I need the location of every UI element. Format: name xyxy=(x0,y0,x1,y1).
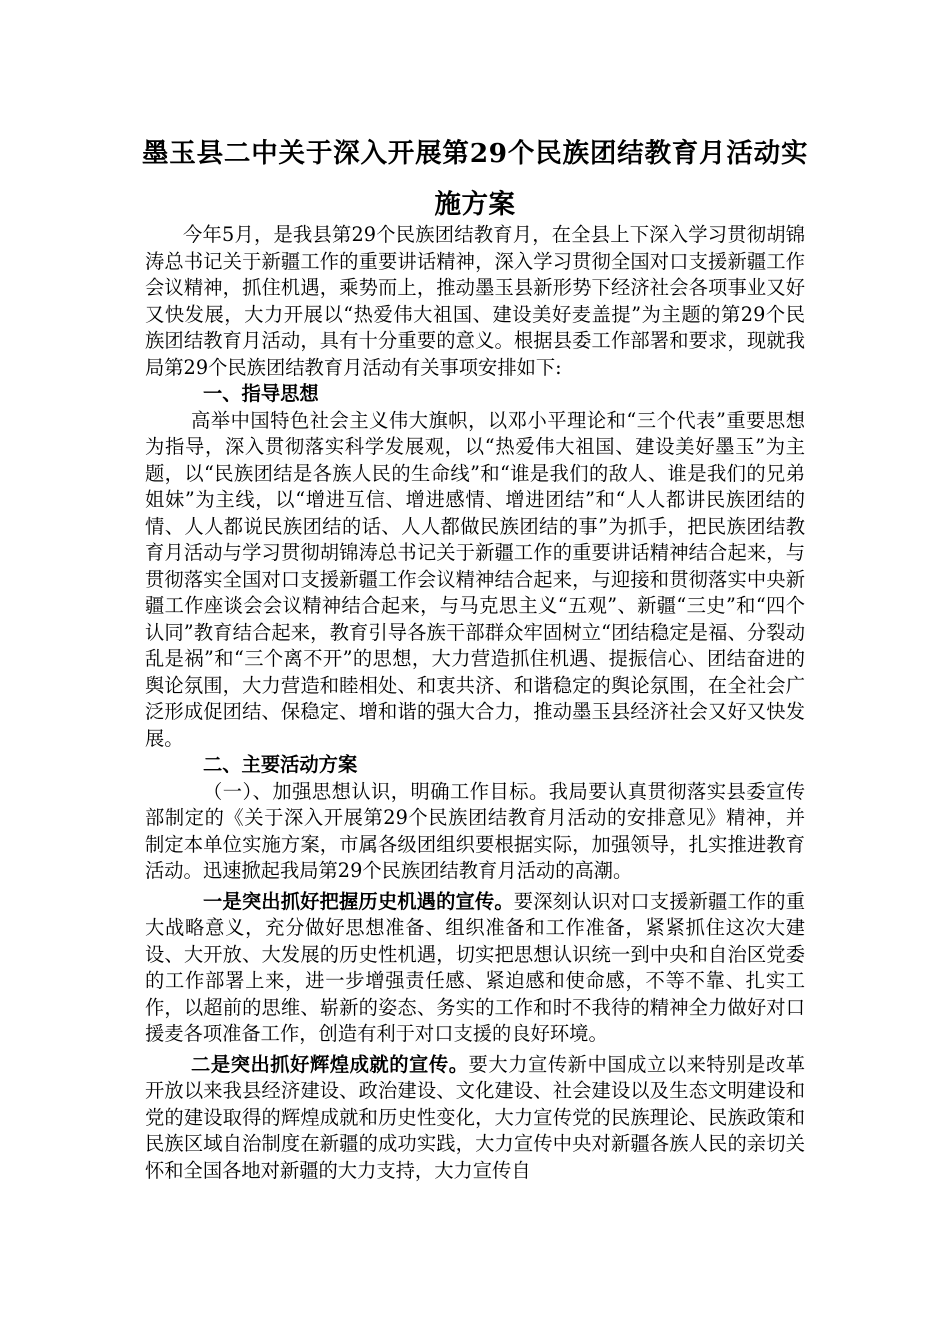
document-title: 墨玉县二中关于深入开展第29个民族团结教育月活动实施方案 xyxy=(142,138,808,220)
section-heading-activity-plan: 二、主要活动方案 xyxy=(203,753,358,776)
key-point-lead: 一是突出抓好把握历史机遇的宣传。 xyxy=(203,889,514,913)
document-body xyxy=(145,222,805,1184)
intro-paragraph: 今年5月，是我县第29个民族团结教育月，在全县上下深入学习贯彻胡锦涛总书记关于新疆工作的重要讲话精神，深入学习贯彻全国对口支援新疆工作会议精神，抓住机遇，乘势而上，推动墨玉县新形势下经济社会各项事业又好又快发展，大力开展以“热爱伟大祖国、建设美好麦盖提”为主题的第29个民族团结教育月活动，具有十分重要的意义。根据县委工作部署和要求，现就我局第29个民族团结教育月活动有关事项安排如下: xyxy=(145,223,805,379)
section-heading-guiding-ideology: 一、指导思想 xyxy=(203,382,319,405)
guiding-ideology-paragraph: 高举中国特色社会主义伟大旗帜，以邓小平理论和“三个代表”重要思想为指导，深入贯彻落实科学发展观，以“热爱伟大祖国、建设美好墨玉”为主题，以“民族团结是各族人民的生命线”和“谁是我们的敌人、谁是我们的兄弟姐妹”为主线，以“增进互信、增进感情、增进团结”和“人人都讲民族团结的情、人人都说民族团结的话、人人都做民族团结的事”为抓手，把民族团结教育月活动与学习贯彻胡锦涛总书记关于新疆工作的重要讲话精神结合起来，与贯彻落实全国对口支援新疆工作会议精神结合起来，与迎接和贯彻落实中央新疆工作座谈会会议精神结合起来，与马克思主义“五观”、新疆“三史”和“四个认同”教育结合起来，教育引导各族干部群众牢固树立“团结稳定是福、分裂动乱是祸”和“三个离不开”的思想，大力营造抓住机遇、提振信心、团结奋进的舆论氛围，大力营造和睦相处、和衷共济、和谐稳定的舆论氛围，在全社会广泛形成促团结、保稳定、增和谐的强大合力，推动墨玉县经济社会又好又快发展。 xyxy=(145,408,805,750)
sub-item-strengthen-awareness: （一）、加强思想认识，明确工作目标。我局要认真贯彻落实县委宣传部制定的《关于深入开展第29个民族团结教育月活动的安排意见》精神，并制定本单位实施方案，市属各级团组织要根据实际，加强领导，扎实推进教育活动。迅速掀起我局第29个民族团结教育月活动的高潮。 xyxy=(145,779,805,882)
key-point-historic-opportunity xyxy=(145,889,805,1048)
key-point-text: 要深刻认识对口支援新疆工作的重大战略意义，充分做好思想准备、组织准备和工作准备，紧紧抓住这次大建设、大开放、大发展的历史性机遇，切实把思想认识统一到中央和自治区党委的工作部署上来，进一步增强责任感、紧迫感和使命感，不等不靠、扎实工作，以超前的思维、崭新的姿态、务实的工作和时不我待的精神全力做好对口援麦各项准备工作，创造有利于对口支援的良好环境。 xyxy=(145,889,806,1045)
key-point-lead: 二是突出抓好辉煌成就的宣传。 xyxy=(191,1052,469,1076)
key-point-text: 要大力宣传新中国成立以来特别是改革开放以来我县经济建设、政治建设、文化建设、社会建设以及生态文明建设和党的建设取得的辉煌成就和历史性变化，大力宣传党的民族理论、民族政策和民族区域自治制度在新疆的成功实践，大力宣传中央对新疆各族人民的亲切关怀和全国各地对新疆的大力支持，大力宣传自 xyxy=(145,1052,806,1182)
key-point-achievements xyxy=(145,1052,805,1185)
